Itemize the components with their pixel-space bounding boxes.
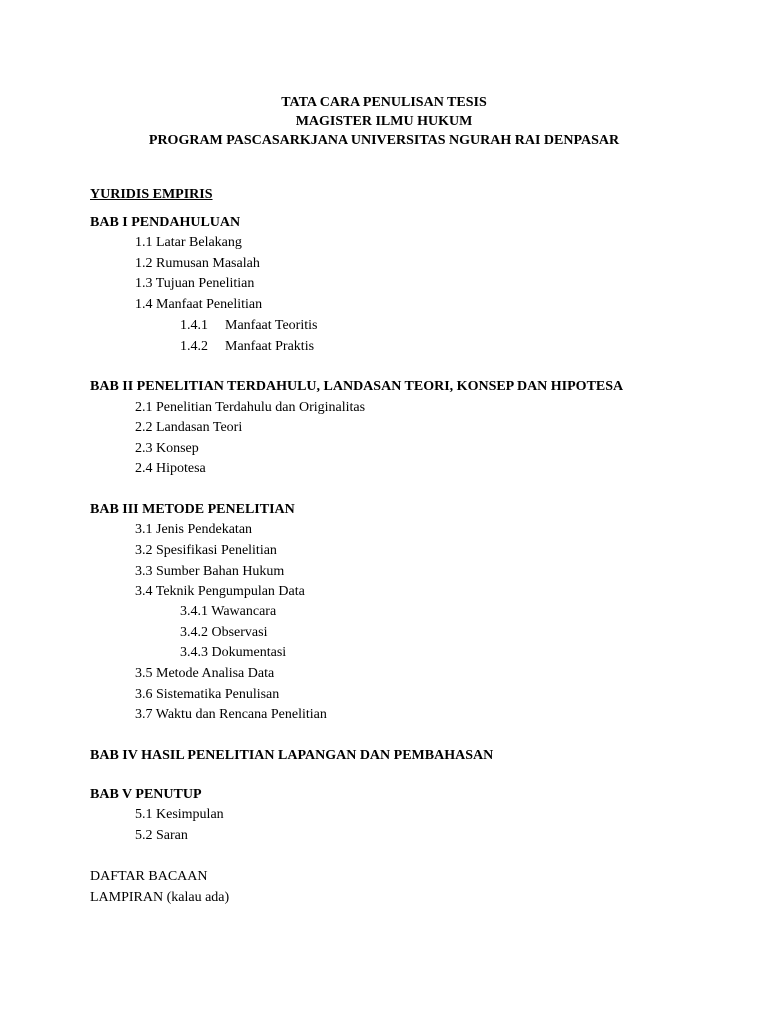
- bab1-subitem: [180, 338, 314, 356]
- bab3-item: 3.4 Teknik Pengumpulan Data: [135, 584, 305, 599]
- bab5-item: 5.1 Kesimpulan: [135, 807, 224, 822]
- bab1-item: 1.1 Latar Belakang: [135, 235, 242, 250]
- bab1-subitem-label: Manfaat Teoritis: [225, 318, 318, 333]
- bab3-item: 3.6 Sistematika Penulisan: [135, 687, 280, 702]
- bab1-title: BAB I PENDAHULUAN: [90, 215, 241, 230]
- daftar-bacaan: DAFTAR BACAAN: [90, 869, 208, 884]
- doc-title: TATA CARA PENULISAN TESIS: [281, 95, 487, 110]
- bab3-subitem: 3.4.2 Observasi: [180, 625, 268, 640]
- bab3-item: 3.3 Sumber Bahan Hukum: [135, 564, 285, 579]
- doc-subtitle: MAGISTER ILMU HUKUM: [295, 114, 473, 129]
- bab3-item: 3.1 Jenis Pendekatan: [135, 522, 253, 537]
- bab1-item: 1.3 Tujuan Penelitian: [135, 276, 255, 291]
- bab3-item: 3.2 Spesifikasi Penelitian: [135, 543, 277, 558]
- bab1-subitem-number: 1.4.1: [180, 318, 208, 333]
- lampiran: LAMPIRAN (kalau ada): [90, 890, 230, 905]
- bab1-item: 1.4 Manfaat Penelitian: [135, 297, 263, 312]
- bab3-item: 3.5 Metode Analisa Data: [135, 666, 275, 681]
- bab5-item: 5.2 Saran: [135, 828, 188, 843]
- bab1-subitem-number: 1.4.2: [180, 339, 208, 354]
- bab1-item: 1.2 Rumusan Masalah: [135, 256, 260, 271]
- bab1-subitem: [180, 317, 317, 335]
- bab3-title: BAB III METODE PENELITIAN: [90, 502, 295, 517]
- bab2-item: 2.3 Konsep: [135, 441, 199, 456]
- section-title: YURIDIS EMPIRIS: [90, 187, 213, 202]
- bab2-item: 2.2 Landasan Teori: [135, 420, 243, 435]
- doc-institution: PROGRAM PASCASARKJANA UNIVERSITAS NGURAH RAI DENPASAR: [148, 133, 620, 148]
- bab5-title: BAB V PENUTUP: [90, 787, 202, 802]
- bab2-item: 2.4 Hipotesa: [135, 461, 206, 476]
- bab3-subitem: 3.4.3 Dokumentasi: [180, 645, 287, 660]
- bab3-item: 3.7 Waktu dan Rencana Penelitian: [135, 707, 327, 722]
- bab1-subitem-label: Manfaat Praktis: [225, 339, 315, 354]
- bab3-subitem: 3.4.1 Wawancara: [180, 604, 277, 619]
- bab2-item: 2.1 Penelitian Terdahulu dan Originalitas: [135, 400, 366, 415]
- bab4-title: BAB IV HASIL PENELITIAN LAPANGAN DAN PEMBAHASAN: [90, 748, 494, 763]
- bab2-title: BAB II PENELITIAN TERDAHULU, LANDASAN TEORI, KONSEP DAN HIPOTESA: [90, 379, 624, 394]
